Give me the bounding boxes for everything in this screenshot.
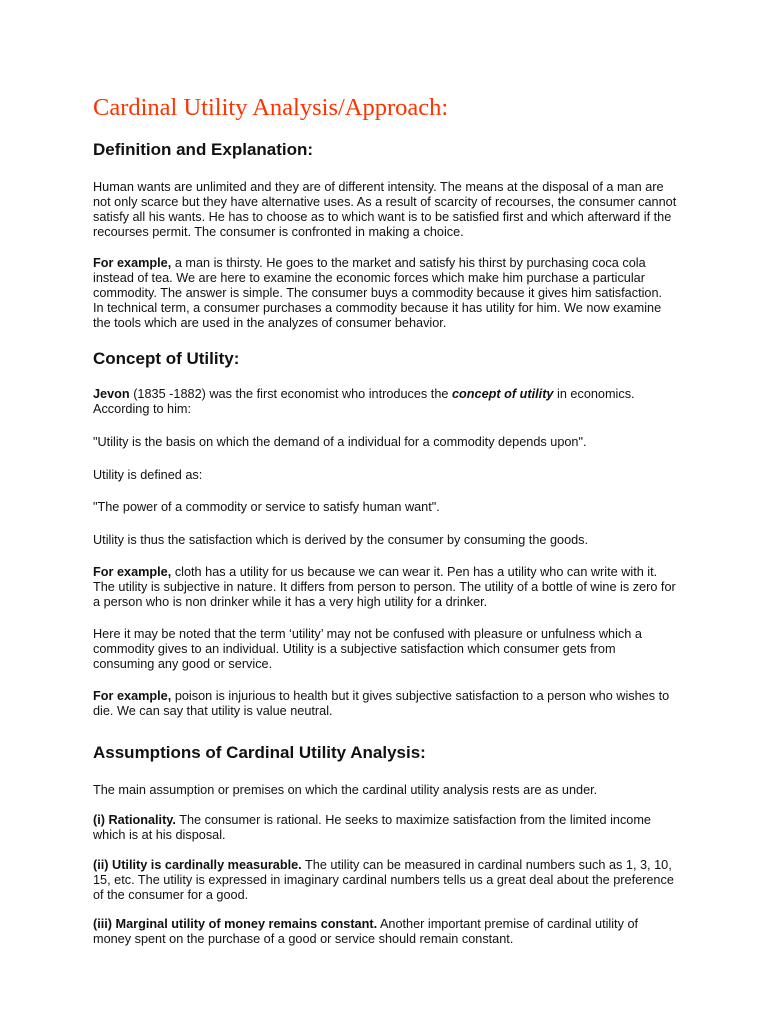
paragraph-line: commodity. The answer is simple. The consumer buys a commodity because it gives him satisfaction.: [93, 286, 663, 300]
paragraph-line: a person who is non drinker while it has a very high utility for a drinker.: [93, 595, 488, 609]
paragraph: [93, 783, 597, 798]
line-text: (1835 -1882) was the first economist who introduces the: [133, 387, 449, 401]
bold-lead: Jevon: [93, 387, 130, 401]
paragraph-line: satisfy all his wants. He has to choose as to which want is to be satisfied first and which afterward if the: [93, 210, 672, 224]
quote-paragraph: [93, 435, 587, 450]
paragraph-line: Utility is thus the satisfaction which is derived by the consumer by consuming the goods.: [93, 533, 589, 547]
assumption-item: [93, 858, 674, 903]
paragraph-line: recourses permit. The consumer is confronted in making a choice.: [93, 225, 464, 239]
paragraph: [93, 627, 642, 672]
quote-paragraph: [93, 500, 440, 515]
paragraph: [93, 565, 676, 610]
assumption-item: [93, 813, 651, 843]
paragraph-line: commodity gives to an individual. Utility is a subjective satisfaction which consumer gets from: [93, 642, 616, 656]
paragraph: [93, 533, 588, 548]
bold-lead: (i) Rationality.: [93, 813, 176, 827]
bold-lead: (iii) Marginal utility of money remains constant.: [93, 917, 378, 931]
paragraph-line: of the consumer for a good.: [93, 888, 249, 902]
section-heading: Concept of Utility:: [93, 349, 240, 368]
paragraph: [93, 256, 662, 331]
paragraph-line: instead of tea. We are here to examine the economic forces which make him purchase a particular: [93, 271, 645, 285]
paragraph-line: "Utility is the basis on which the demand of a individual for a commodity depends upon".: [93, 435, 587, 449]
bold-lead: For example,: [93, 256, 172, 270]
paragraph-line: [93, 565, 676, 580]
bold-lead: For example,: [93, 689, 172, 703]
paragraph-line: In technical term, a consumer purchases a commodity because it has utility for him. We now examine: [93, 301, 662, 315]
bold-lead: For example,: [93, 565, 172, 579]
paragraph-line: [93, 917, 638, 932]
section-heading: Definition and Explanation:: [93, 140, 314, 159]
paragraph: [93, 387, 635, 417]
paragraph-line: Human wants are unlimited and they are of different intensity. The means at the disposal of a man are: [93, 180, 664, 194]
paragraph-line: [93, 813, 651, 828]
paragraph-line: 15, etc. The utility is expressed in imaginary cardinal numbers tells us a great deal about the preference: [93, 873, 674, 887]
paragraph-line: not only scarce but they have alternative uses. As a result of scarcity of recourses, the consumer cannot: [93, 195, 677, 209]
paragraph: [93, 180, 676, 240]
paragraph-line: The main assumption or premises on which the cardinal utility analysis rests are as under.: [93, 783, 598, 797]
line-text: a man is thirsty. He goes to the market and satisfy his thirst by purchasing coca cola: [174, 256, 646, 270]
paragraph-line: According to him:: [93, 402, 192, 416]
bold-lead: (ii) Utility is cardinally measurable.: [93, 858, 302, 872]
paragraph-line: Here it may be noted that the term ‘utility’ may not be confused with pleasure or unfulness which a: [93, 627, 642, 641]
paragraph: [93, 689, 669, 719]
assumption-item: [93, 917, 638, 947]
line-text: poison is injurious to health but it gives subjective satisfaction to a person who wishes to: [174, 689, 670, 703]
paragraph-line: [93, 256, 662, 271]
paragraph-line: which is at his disposal.: [93, 828, 226, 842]
line-text: The consumer is rational. He seeks to maximize satisfaction from the limited income: [179, 813, 651, 827]
line-text: The utility can be measured in cardinal numbers such as 1, 3, 10,: [305, 858, 672, 872]
line-text: cloth has a utility for us because we can wear it. Pen has a utility who can write with it.: [174, 565, 658, 579]
paragraph-line: die. We can say that utility is value neutral.: [93, 704, 333, 718]
paragraph-line: "The power of a commodity or service to satisfy human want".: [93, 500, 440, 514]
paragraph-line: the tools which are used in the analyzes of consumer behavior.: [93, 316, 447, 330]
paragraph-line: money spent on the purchase of a good or service should remain constant.: [93, 932, 514, 946]
paragraph: [93, 468, 202, 483]
paragraph-line: [93, 689, 669, 704]
paragraph-line: [93, 387, 635, 402]
line-text: Another important premise of cardinal utility of: [379, 917, 639, 931]
emphasis-term: concept of utility: [451, 387, 554, 401]
paragraph-line: Utility is defined as:: [93, 468, 203, 482]
section-heading: Assumptions of Cardinal Utility Analysis:: [93, 743, 426, 762]
line-text: in economics.: [557, 387, 635, 401]
paragraph-line: The utility is subjective in nature. It differs from person to person. The utility of a bottle of wine is zero for: [93, 580, 676, 594]
paragraph-line: [93, 858, 674, 873]
document-title: Cardinal Utility Analysis/Approach:: [93, 94, 449, 121]
paragraph-line: consuming any good or service.: [93, 657, 273, 671]
